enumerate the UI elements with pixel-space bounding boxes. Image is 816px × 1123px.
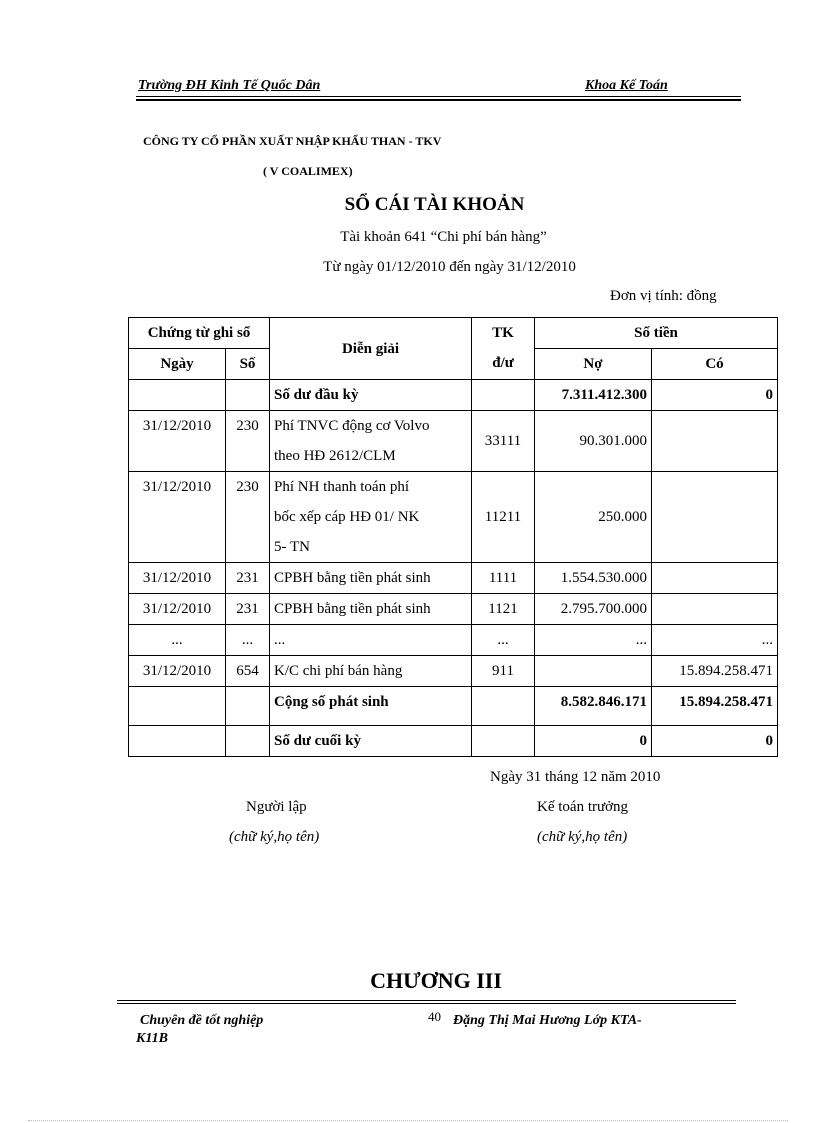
opening-credit: 0	[652, 380, 778, 411]
header-rule	[136, 96, 741, 97]
row-debit: 250.000	[535, 472, 652, 563]
table-row	[129, 411, 778, 472]
table-row	[129, 594, 778, 625]
preparer-signature-note: (chữ ký,họ tên)	[229, 829, 320, 845]
row-credit: 15.894.258.471	[652, 656, 778, 687]
row-number: 231	[226, 594, 270, 625]
row-debit: 2.795.700.000	[535, 594, 652, 625]
row-description	[270, 594, 472, 625]
row-account: 11211	[472, 472, 535, 563]
date-header: Ngày	[129, 349, 226, 380]
footer-rule-second	[117, 1003, 736, 1004]
row-date: ...	[129, 625, 226, 656]
account-header-line2: đ/ư	[492, 355, 514, 371]
currency-unit: Đơn vị tính: đồng	[610, 288, 717, 304]
row-description	[270, 625, 472, 656]
row-debit: 1.554.530.000	[535, 563, 652, 594]
table-row	[129, 472, 778, 563]
signature-date: Ngày 31 tháng 12 năm 2010	[490, 769, 661, 785]
row-account: 1111	[472, 563, 535, 594]
closing-credit: 0	[652, 726, 778, 757]
header-school: Trường ĐH Kinh Tế Quốc Dân	[138, 78, 321, 93]
total-debit: 8.582.846.171	[535, 687, 652, 726]
row-number: 231	[226, 563, 270, 594]
opening-label: Số dư đầu kỳ	[270, 380, 472, 411]
row-description	[270, 472, 472, 563]
description-line: CPBH bằng tiền phát sinh	[274, 601, 431, 617]
header-row	[129, 318, 778, 349]
period: Từ ngày 01/12/2010 đến ngày 31/12/2010	[323, 259, 576, 275]
closing-debit: 0	[535, 726, 652, 757]
credit-header: Có	[652, 349, 778, 380]
page-edge	[28, 1120, 788, 1121]
description-line: Phí NH thanh toán phí	[274, 479, 409, 495]
row-debit: 90.301.000	[535, 411, 652, 472]
row-account: ...	[472, 625, 535, 656]
preparer-title: Người lập	[246, 799, 307, 815]
description-line: CPBH bằng tiền phát sinh	[274, 570, 431, 586]
row-description	[270, 656, 472, 687]
row-account: 1121	[472, 594, 535, 625]
table-row	[129, 656, 778, 687]
row-date: 31/12/2010	[129, 563, 226, 594]
opening-balance-row	[129, 380, 778, 411]
row-number: ...	[226, 625, 270, 656]
page-number: 40	[428, 1009, 441, 1024]
row-account: 911	[472, 656, 535, 687]
description-line: Phí TNVC động cơ Volvo	[274, 418, 430, 434]
description-line: K/C chi phí bán hàng	[274, 663, 403, 679]
row-credit	[652, 472, 778, 563]
chief-accountant-title: Kế toán trưởng	[537, 799, 629, 815]
row-credit	[652, 594, 778, 625]
amount-header: Số tiền	[535, 318, 778, 349]
number-header: Số	[226, 349, 270, 380]
debit-header: Nợ	[535, 349, 652, 380]
description-line: ...	[274, 632, 286, 648]
ledger-table	[128, 317, 778, 757]
row-account: 33111	[472, 411, 535, 472]
total-label: Cộng số phát sinh	[270, 687, 472, 726]
row-debit: ...	[535, 625, 652, 656]
voucher-header: Chứng từ ghi sổ	[129, 318, 270, 349]
row-number: 230	[226, 411, 270, 472]
company-name: CÔNG TY CỔ PHẦN XUẤT NHẬP KHẨU THAN - TKV	[143, 134, 442, 148]
footer-thesis-label: Chuyên đề tốt nghiệp	[140, 1013, 264, 1028]
row-date: 31/12/2010	[129, 656, 226, 687]
account-header-line1: TK	[492, 325, 514, 341]
description-line: bốc xếp cáp HĐ 01/ NK	[274, 509, 420, 525]
header-rule-thick	[136, 99, 741, 101]
description-line: 5- TN	[274, 539, 310, 555]
footer-author: Đặng Thị Mai Hương Lớp KTA-	[453, 1013, 642, 1028]
row-date: 31/12/2010	[129, 594, 226, 625]
row-description	[270, 411, 472, 472]
chief-signature-note: (chữ ký,họ tên)	[537, 829, 628, 845]
description-header: Diễn giải	[270, 318, 472, 380]
row-credit	[652, 411, 778, 472]
table-row	[129, 625, 778, 656]
row-number: 654	[226, 656, 270, 687]
chapter-heading: CHƯƠNG III	[370, 968, 502, 993]
row-credit: ...	[652, 625, 778, 656]
footer-rule	[117, 1000, 736, 1001]
row-date: 31/12/2010	[129, 472, 226, 563]
total-credit: 15.894.258.471	[652, 687, 778, 726]
row-debit	[535, 656, 652, 687]
footer-author-class: K11B	[136, 1031, 168, 1046]
row-credit	[652, 563, 778, 594]
ledger-rows	[129, 411, 778, 687]
row-description	[270, 563, 472, 594]
opening-debit: 7.311.412.300	[535, 380, 652, 411]
row-date: 31/12/2010	[129, 411, 226, 472]
account-name: Tài khoản 641 “Chi phí bán hàng”	[340, 229, 547, 245]
document-title: SỔ CÁI TÀI KHOẢN	[344, 194, 525, 215]
header-faculty: Khoa Kế Toán	[585, 78, 668, 93]
row-number: 230	[226, 472, 270, 563]
closing-balance-row	[129, 726, 778, 757]
total-row	[129, 687, 778, 726]
closing-label: Số dư cuối kỳ	[270, 726, 472, 757]
table-row	[129, 563, 778, 594]
account-header	[472, 318, 535, 380]
company-abbr: ( V COALIMEX)	[263, 164, 353, 178]
description-line: theo HĐ 2612/CLM	[274, 448, 396, 464]
